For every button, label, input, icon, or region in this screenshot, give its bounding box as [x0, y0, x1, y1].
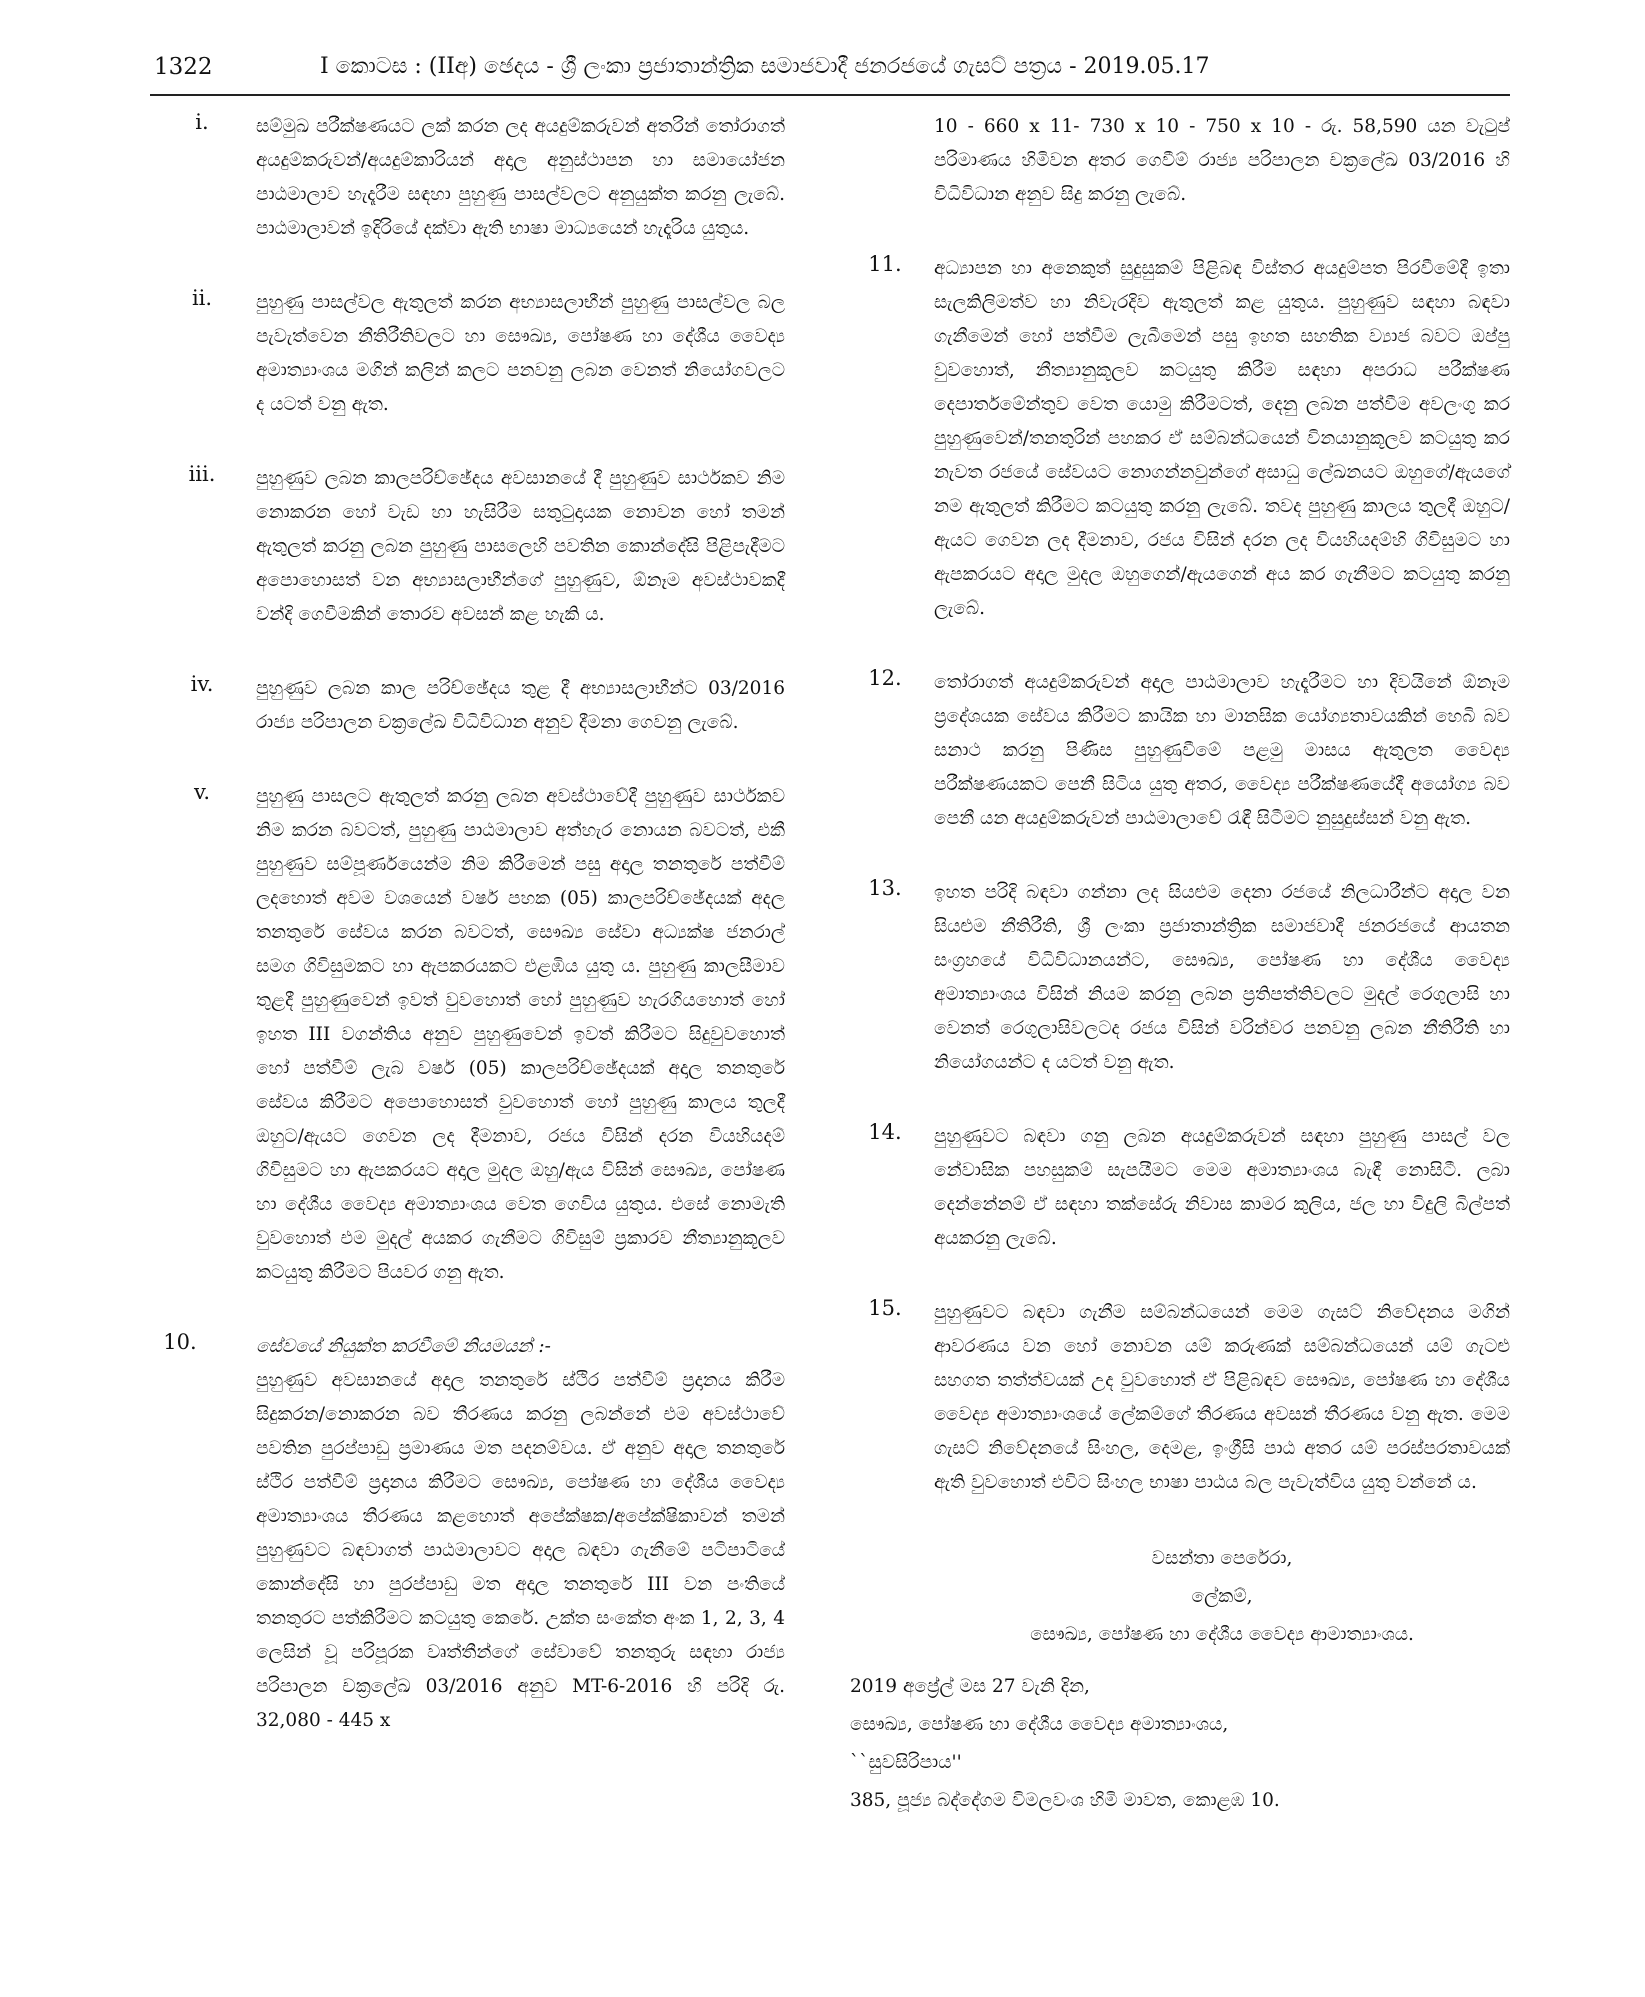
issuing-ministry: සෞඛ්‍ය, පෝෂණ හා දේශීය වෛද්‍ය අමාත්‍යාංශය,: [850, 1714, 1229, 1735]
item-number: 15.: [868, 1296, 902, 1320]
right-column: [850, 110, 1510, 1820]
item-text: පුහුණුව ලබන කාලපරිච්ඡේදය අවසානයේ දී පුහුණුව සාර්ථකව නිම නොකරන හෝ වැඩ හා හැසිරීම සතුටුදායක නොවන හෝ තමන් ඇතුලත් කරනු ලබන පුහුණු පාසලෙහි පවතින කොන්දේසි පිළිපැදීමට අපොහොසත් වන අභ්‍යාසලාභීන්ගේ පුහුණුව, ඕනෑම අවස්ථාවකදී වන්දි ගෙවීමකින් තොරව අවසන් කළ හැකි ය.: [256, 468, 785, 625]
item-text: අධ්‍යාපන හා අනෙකුත් සුදුසුකම් පිළිබඳ විස්තර අයදුම්පත පිරවීමේදී ඉතා සැලකිලිමත්ව හා නිවැරදිව ඇතුලත් කළ යුතුය. පුහුණුව සඳහා බඳවා ගැනීමෙන් හෝ පත්වීම ලැබීමෙන් පසු ඉහත සහතික ව්‍යාජ බවට ඔප්පු වුවහොත්, නීත්‍යානුකූලව කටයුතු කිරීම සඳහා අපරාධ පරීක්ෂණ දෙපාර්තමේන්තුව වෙත යොමු කිරීමටත්, දෙනු ලබන පත්වීම අවලංගු කර පුහුණුවෙන්/තනතුරින් පහකර ඒ සම්බන්ධයෙන් විනයානුකූලව කටයුතු කර නැවත රජයේ සේවයට නොගන්නවුන්ගේ අසාධු ලේඛනයට ඔහුගේ/ඇයගේ නම ඇතුලත් කිරීමට කටයුතු කරනු ලැබේ. තවද පුහුණු කාලය තුලදී ඔහුට/ඇයට ගෙවන ලද දීමනාව, රජය විසින් දරන ලද වියහියදම්හි ගිවිසුමට හා ඇපකරයට අදාල මුදල ඔහුගෙන්/ඇයගෙන් අය කර ගැනීමට කටයුතු කරනු ලැබේ.: [934, 258, 1510, 619]
item-number: v.: [193, 780, 211, 804]
list-item: [850, 252, 1510, 626]
item-number: 14.: [868, 1120, 902, 1144]
list-item: [160, 110, 785, 246]
item-number: 10.: [163, 1330, 197, 1354]
list-item: [160, 672, 785, 740]
address: 385, පූජ්‍ය බද්දේගම විමලවංශ හිමි මාවත, කොළඹ 10.: [850, 1790, 1280, 1811]
signatory-name: වසන්තා පෙරේරා,: [1151, 1548, 1293, 1569]
signatory-title: ලේකම්,: [1191, 1586, 1253, 1607]
item-text: [256, 1330, 785, 1738]
list-item: [850, 666, 1510, 836]
item-number: 13.: [868, 876, 902, 900]
item-text: සම්මුඛ පරීක්ෂණයට ලක් කරන ලද අයදුම්කරුවන් අතරින් තෝරාගත් අයදුම්කරුවන්/අයදුම්කාරියන් අදාල අනුස්ථාපන හා සමායෝජන පාඨමාලාව හැදෑරීම සඳහා පුහුණු පාසල්වලට අනුයුක්ත කරනු ලැබේ. පාඨමාලාවන් ඉදිරියේ දක්වා ඇති භාෂා මාධ්‍යයෙන් හැදෑරිය යුතුය.: [256, 116, 785, 239]
item-text: පුහුණුවට බඳවා ගැනීම සම්බන්ධයෙන් මෙම ගැසට් නිවේදනය මගින් ආවරණය වන හෝ නොවන යම් කරුණක් සම්බන්ධයෙන් යම් ගැටළු සහගත තත්ත්වයක් උද වුවහොත් ඒ පිළිබඳව සෞඛ්‍ය, පෝෂණ හා දේශීය වෛද්‍ය අමාත්‍යාංශයේ ලේකම්ගේ තීරණය අවසන් තීරණය වනු ඇත. මෙම ගැසට් නිවේදනයේ සිංහල, දෙමළ, ඉංග්‍රීසි පාඨ අතර යම් පරස්පරතාවයක් ඇති වුවහොත් එවිට සිංහල භාෂා පාඨය බල පැවැත්විය යුතු වන්නේ ය.: [934, 1302, 1510, 1493]
item-text: පුහුණුවට බඳවා ගනු ලබන අයදුම්කරුවන් සඳහා පුහුණු පාසල් වල නේවාසික පහසුකම් සැපයීමට මෙම අමාත්‍යාංශය බැඳී නොසිටී. ලබා දෙන්නේනම් ඒ සඳහා තක්සේරු නිවාස කාමර කුලිය, ජල හා විදුලි බිල්පත් අයකරනු ලැබේ.: [934, 1126, 1510, 1249]
running-title: I කොටස : (IIඅ) ඡෙදය - ශ්‍රී ලංකා ප්‍රජාතාන්ත්‍රික සමාජවාදී ජනරජයේ ගැසට් පත්‍රය - 2019.05.17: [320, 54, 1210, 79]
continued-text: 10 - 660 x 11- 730 x 10 - 750 x 10 - රු. 58,590 යන වැටුප් පරිමාණය හිමිවන අතර ගෙවීම් රාජ්‍ය පරිපාලන චක්‍රලේඛ 03/2016 හි විධිවිධාන අනුව සිදු කරනු ලැබේ.: [934, 116, 1510, 205]
list-item: [160, 780, 785, 1290]
left-column: [160, 110, 785, 1778]
list-item: [160, 462, 785, 632]
page-number: 1322: [154, 54, 213, 80]
item-number: 11.: [868, 252, 902, 276]
issue-date: 2019 අප්‍රේල් මස 27 වැනි දින,: [850, 1676, 1090, 1697]
item-number: 12.: [868, 666, 902, 690]
list-item: [850, 1296, 1510, 1500]
signature-block: [934, 1540, 1510, 1654]
item-text: තෝරාගත් අයදුම්කරුවන් අදාල පාඨමාලාව හැදෑරීමට හා දිවයිනේ ඕනෑම ප්‍රදේශයක සේවය කිරීමට කායික හා මානසික යෝග්‍යතාවයකින් හෙබි බව සනාථ කරනු පිණිස පුහුණුවීමේ පළමු මාසය ඇතුලත වෛද්‍ය පරීක්ෂණයකට පෙනී සිටිය යුතු අතර, වෛද්‍ය පරීක්ෂණයේදී අයෝග්‍ය බව පෙනී යන අයදුම්කරුවන් පාඨමාලාවේ රැඳී සිටීමට නුසුදුස්සන් වනු ඇත.: [934, 672, 1510, 829]
section-heading: සේවයේ නියුක්ත කරවීමේ නියමයන් :-: [256, 1336, 551, 1357]
issue-details: [850, 1668, 1510, 1820]
page-header: [150, 44, 1510, 96]
signatory-ministry: සෞඛ්‍ය, පෝෂණ හා දේශීය වෛද්‍ය ආමාත්‍යාංශය.: [1030, 1624, 1414, 1645]
section-body: පුහුණුව අවසානයේ අදාල තනතුරේ ස්ථිර පත්වීම් ප්‍රදානය කිරීම සිදුකරන/නොකරන බව තීරණය කරනු ලබන්නේ එම අවස්ථාවේ පවතින පුරප්පාඩු ප්‍රමාණය මත පදනම්වය. ඒ අනුව අදාල තනතුරේ ස්ථිර පත්වීම් ප්‍රදානය කිරීමට සෞඛ්‍ය, පෝෂණ හා දේශීය වෛද්‍ය අමාත්‍යාංශය තීරණය කළහොත් අපේක්ෂක/අපේක්ෂිකාවන් තමන් පුහුණුවට බඳවාගත් පාඨමාලාවට අදාල බඳවා ගැනීමේ පටිපාටියේ කොන්දේසි හා පුරප්පාඩු මත අදාල තනතුරේ III වන පංතියේ තනතුරට පත්කිරීමට කටයුතු කෙරේ. උක්ත සංකේත අංක 1, 2, 3, 4 ලෙසින් වූ පරිපූරක වෘත්තීන්ගේ සේවාවේ තනතුරු සඳහා රාජ්‍ය පරිපාලන චක්‍රලේඛ 03/2016 අනුව MT-6-2016 හි පරිදි රු. 32,080 - 445 x: [256, 1370, 785, 1731]
item-number: iii.: [188, 462, 216, 486]
item-number: iv.: [190, 672, 214, 696]
list-item: [850, 876, 1510, 1080]
item-number: ii.: [191, 286, 213, 310]
item-text: ඉහත පරිදි බඳවා ගන්නා ලද සියළුම දෙනා රජයේ නිලධාරීන්ට අදාල වන සියළුම නීතිරීති, ශ්‍රී ලංකා ප්‍රජාතාන්ත්‍රික සමාජවාදී ජනරජයේ ආයතන සංග්‍රහයේ විධිවිධානයන්ට, සෞඛ්‍ය, පෝෂණ හා දේශීය වෛද්‍ය අමාත්‍යාංශය විසින් නියම කරනු ලබන ප්‍රතිපත්තිවලට මුදල් රෙගුලාසි හා වෙනත් රෙගුලාසිවලටද රජය විසින් වරින්වර පනවනු ලබන නීතිරීති හා නියෝගයන්ට ද යටත් වනු ඇත.: [934, 882, 1510, 1073]
list-item: [160, 1330, 785, 1738]
list-item: [850, 1120, 1510, 1256]
item-text: පුහුණු පාසලට ඇතුලත් කරනු ලබන අවස්ථාවේදී පුහුණුව සාර්ථකව නිම කරන බවටත්, පුහුණු පාඨමාලාව අත්හැර නොයන බවටත්, එකී පුහුණුව සම්පූර්ණයෙන්ම නිම කිරීමෙන් පසු අදාල තනතුරේ පත්වීම් ලදහොත් අවම වශයෙන් වර්ෂ පහක (05) කාලපරිච්ඡේදයක් අදල තනතුරේ සේවය කරන බවටත්, සෞඛ්‍ය සේවා අධ්‍යක්ෂ ජනරාල් සමග ගිවිසුමකට හා ඇපකරයකට එළඹිය යුතු ය. පුහුණු කාලසීමාව තුළදී පුහුණුවෙන් ඉවත් වුවහොත් හෝ පුහුණුව හැරගියහොත් හෝ ඉහත III වගන්තිය අනුව පුහුණුවෙන් ඉවත් කිරීමට සිදුවුවහොත් හෝ පත්වීම් ලැබ වර්ෂ (05) කාලපරිච්ඡේදයක් අදාල තනතුරේ සේවය කිරීමට අපොහොසත් වුවහොත් හෝ පුහුණු කාලය තුලදී ඔහුට/ඇයට ගෙවන ලද දීමනාව, රජය විසින් දරන වියහියදම් ගිවිසුමට හා ඇපකරයට අදාල මුදල ඔහු/ඇය විසින් සෞඛ්‍ය, පෝෂණ හා දේශීය වෛද්‍ය අමාත්‍යාංශය වෙත ගෙවිය යුතුය. එසේ නොමැති වුවහොත් එම මුදල් අයකර ගැනීමට ගිවිසුම් ප්‍රකාරව නීත්‍යානුකූලව කටයුතු කිරීමට පියවර ගනු ඇත.: [256, 786, 785, 1283]
list-item: [160, 286, 785, 422]
item-text: පුහුණුව ලබන කාල පරිච්ඡේදය තුළ දී අභ්‍යාසලාභීන්ට 03/2016 රාජ්‍ය පරිපාලන චක්‍රලේඛ විධිවිධාන අනුව දීමනා ගෙවනු ලැබේ.: [256, 678, 785, 733]
building-name: ``සුවසිරිපාය'': [850, 1752, 962, 1773]
item-text: පුහුණු පාසල්වල ඇතුලත් කරන අභ්‍යාසලාභීන් පුහුණු පාසල්වල බල පැවැත්වෙන නීතිරීතිවලට හා සෞඛ්‍ය, පෝෂණ හා දේශීය වෛද්‍ය අමාත්‍යාංශය මගින් කලින් කලට පනවනු ලබන වෙනත් නියෝගවලට ද යටත් වනු ඇත.: [256, 292, 785, 415]
item-number: i.: [195, 110, 209, 134]
